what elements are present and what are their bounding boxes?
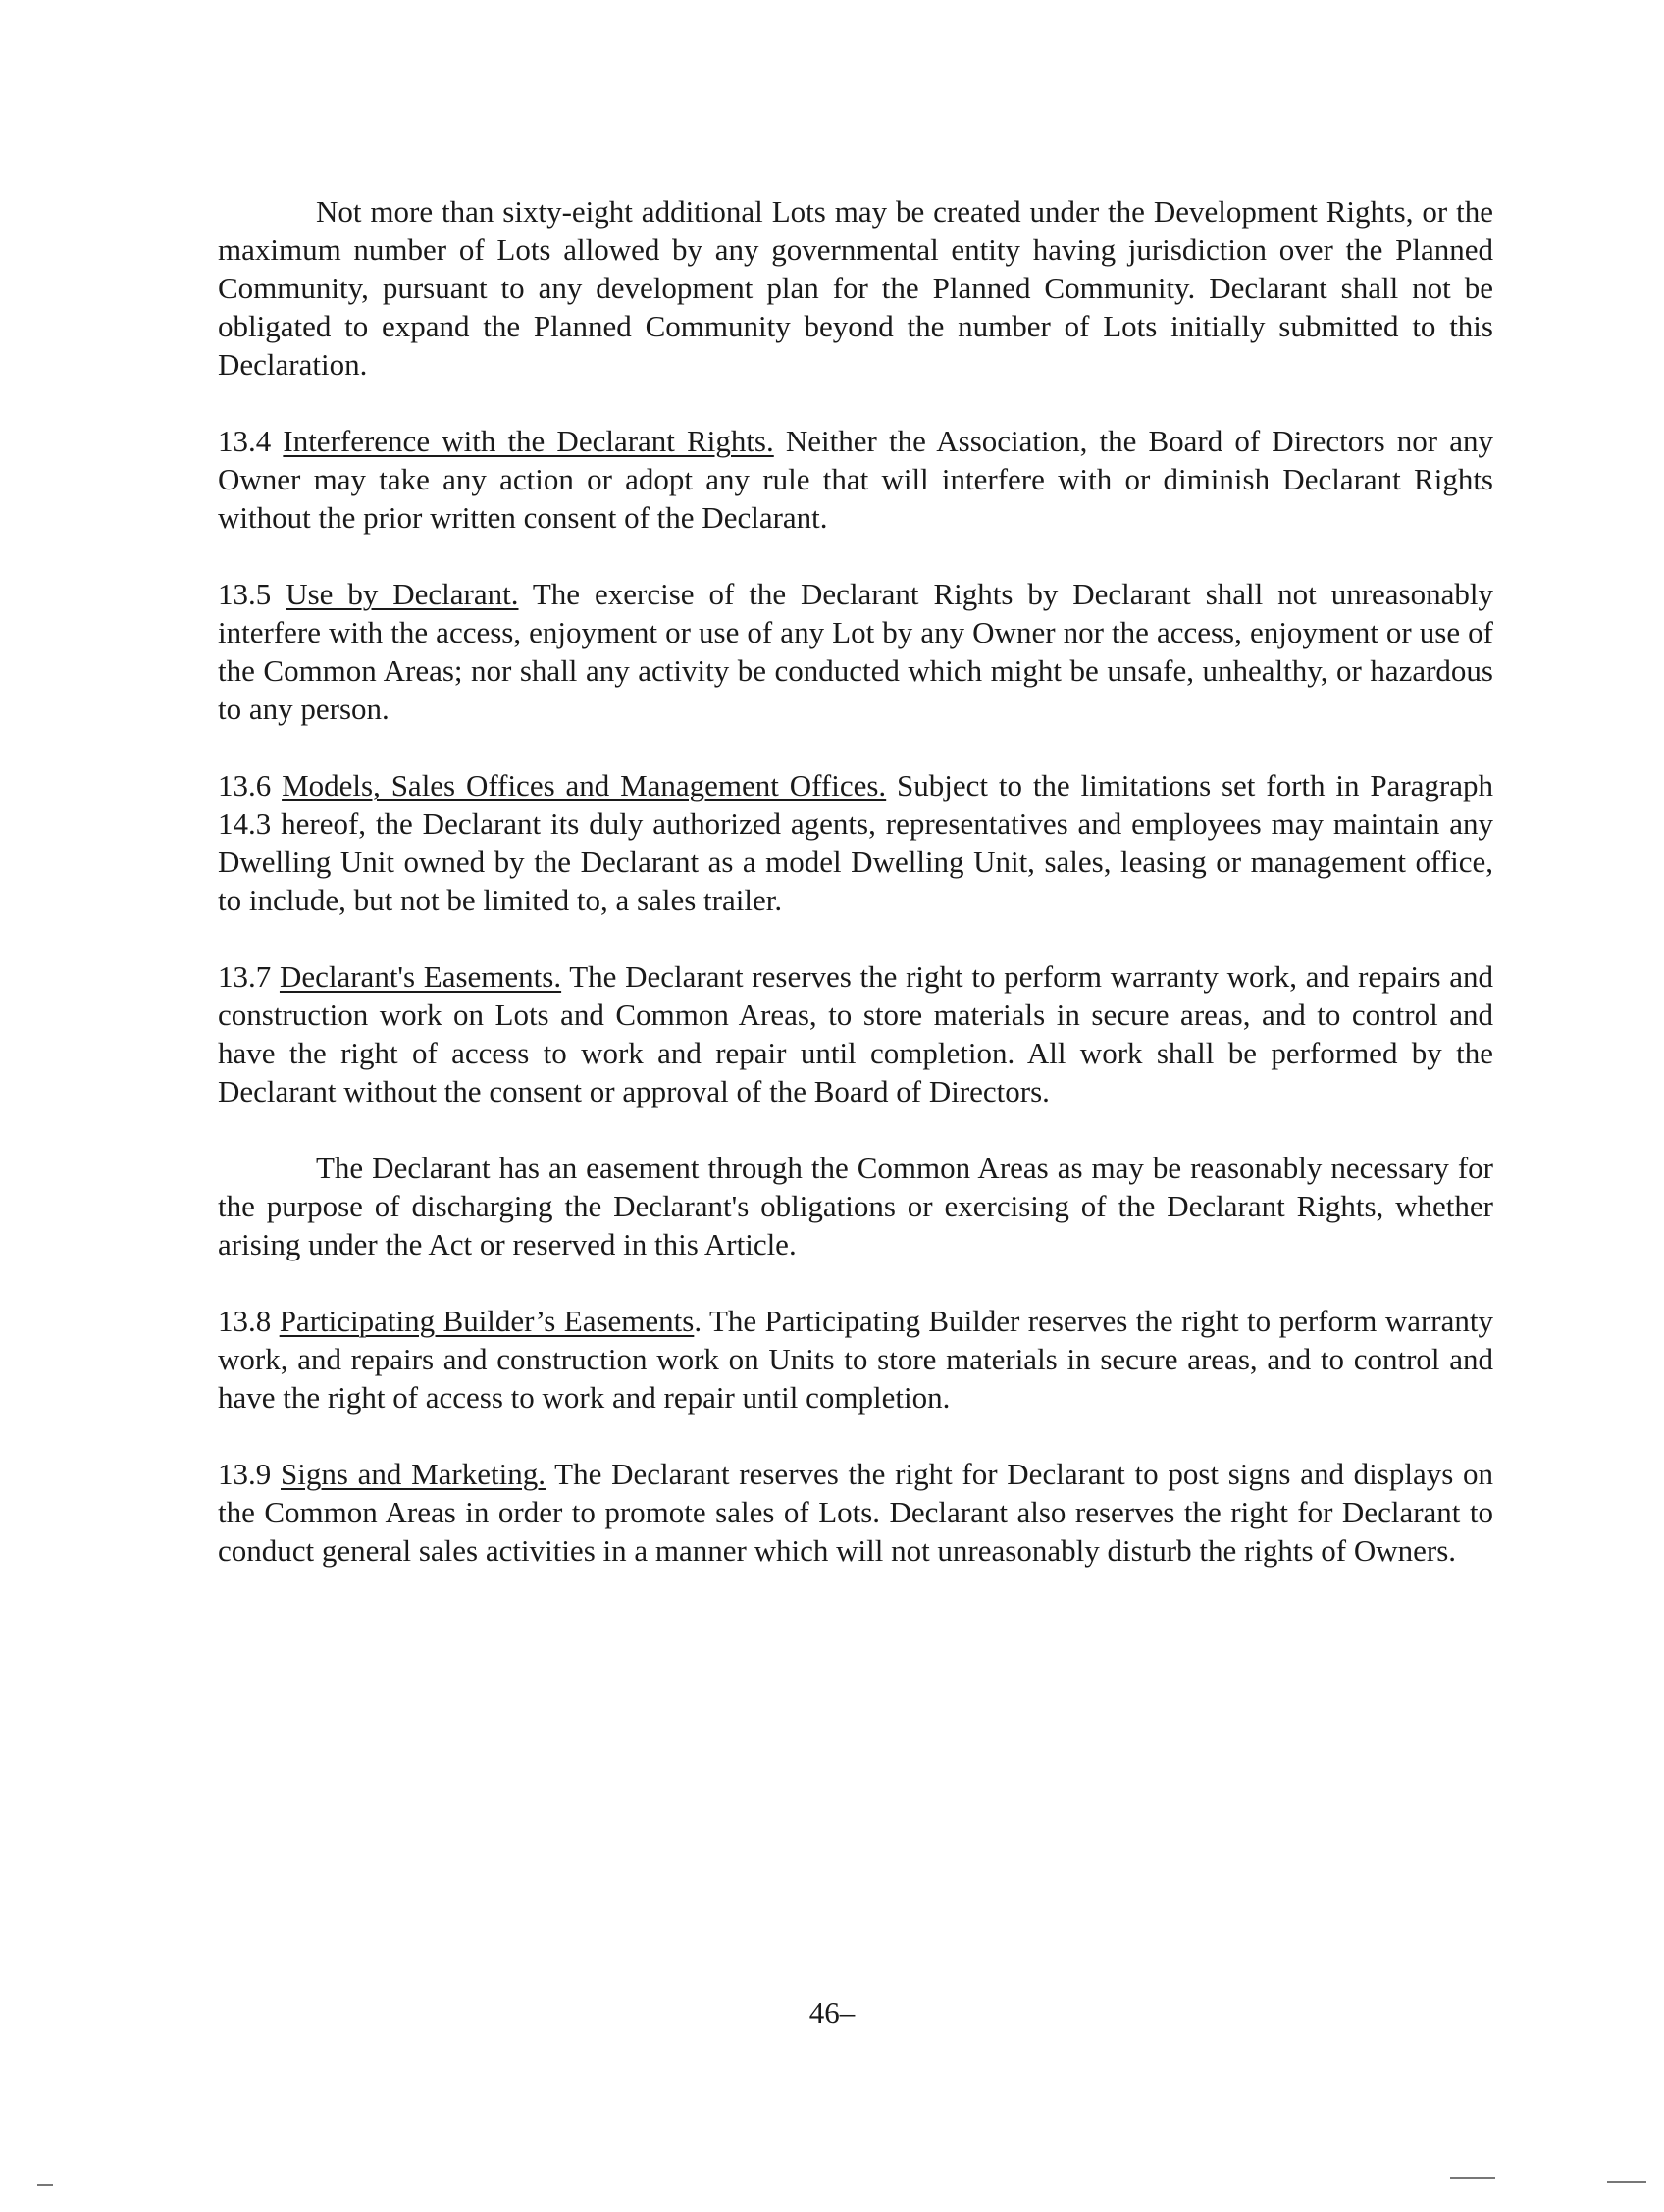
section-13-7 [218,957,1493,1110]
scan-artifact-corner [1607,2181,1646,2183]
section-text: . The Participating Builder reserves the right to perform warranty work, and repairs and construction work on Units to store materials in secure areas, and to control and have the right of access to work and repair until completion. [218,1304,1494,1415]
section-number: 13.7 [218,959,272,994]
section-text: The Declarant reserves the right for Declarant to post signs and displays on the Common Areas in order to promote sales of Lots. Declarant also reserves the right for Declarant to conduct general sales activities in a manner which will not unreasonably disturb the rights of Owners. [218,1457,1494,1568]
section-text: Subject to the limitations set forth in Paragraph 14.3 hereof, the Declarant its duly authorized agents, representatives and employees may maintain any Dwelling Unit owned by the Declarant as a model Dwelling Unit, sales, leasing or management office, to include, but not be limited to, a sales trailer. [218,768,1493,917]
page-number-value: 46 [808,1995,840,2030]
section-text: Neither the Association, the Board of Directors nor any Owner may take any action or adopt any rule that will interfere with or diminish Declarant Rights without the prior written consent of the Declarant. [218,424,1493,535]
section-number: 13.9 [218,1457,272,1491]
section-number: 13.4 [218,424,272,458]
section-heading: Participating Builder’s Easements [279,1304,695,1338]
scan-artifact-left [37,2184,53,2186]
paragraph-text: Not more than sixty-eight additional Lots may be created under the Development Rights, or the maximum number of Lots allowed by any governmental entity having jurisdiction over the Planned Community, pursuant to any development plan for the Planned Community. Declarant shall not be obligated to expand the Planned Community beyond the number of Lots initially submitted to this Declaration. [218,194,1493,382]
paragraph-continuation [218,192,1493,384]
section-heading: Use by Declarant. [286,577,519,611]
section-text: The Declarant reserves the right to perform warranty work, and repairs and construction work on Lots and Common Areas, to store materials in secure areas, and to control and have the right of access to work and repair until completion. All work shall be performed by the Declarant without the consent or approval of the Board of Directors. [218,959,1493,1108]
page-number-dash: – [839,1995,856,2030]
section-13-8 [218,1302,1493,1416]
paragraph-text: The Declarant has an easement through the Common Areas as may be reasonably necessary for the purpose of discharging the Declarant's obligations or exercising of the Declarant Rights, whether arising under the Act or reserved in this Article. [218,1151,1493,1261]
section-number: 13.6 [218,768,272,802]
section-13-4 [218,422,1493,537]
section-heading: Interference with the Declarant Rights. [283,424,774,458]
section-number: 13.8 [218,1304,272,1338]
section-heading: Declarant's Easements. [279,959,562,994]
page-number [0,1995,1664,2031]
section-heading: Models, Sales Offices and Management Offices. [282,768,887,802]
section-13-6 [218,766,1493,919]
section-text: The exercise of the Declarant Rights by Declarant shall not unreasonably interfere with the access, enjoyment or use of any Lot by any Owner nor the access, enjoyment or use of the Common Areas; nor shall any activity be conducted which might be unsafe, unhealthy, or hazardous to any person. [218,577,1493,726]
section-number: 13.5 [218,577,272,611]
section-13-7-continuation [218,1149,1493,1263]
document-page [218,192,1493,1569]
scan-artifact-right [1450,2177,1495,2179]
section-13-5 [218,575,1493,728]
section-13-9 [218,1455,1493,1569]
section-heading: Signs and Marketing. [280,1457,546,1491]
